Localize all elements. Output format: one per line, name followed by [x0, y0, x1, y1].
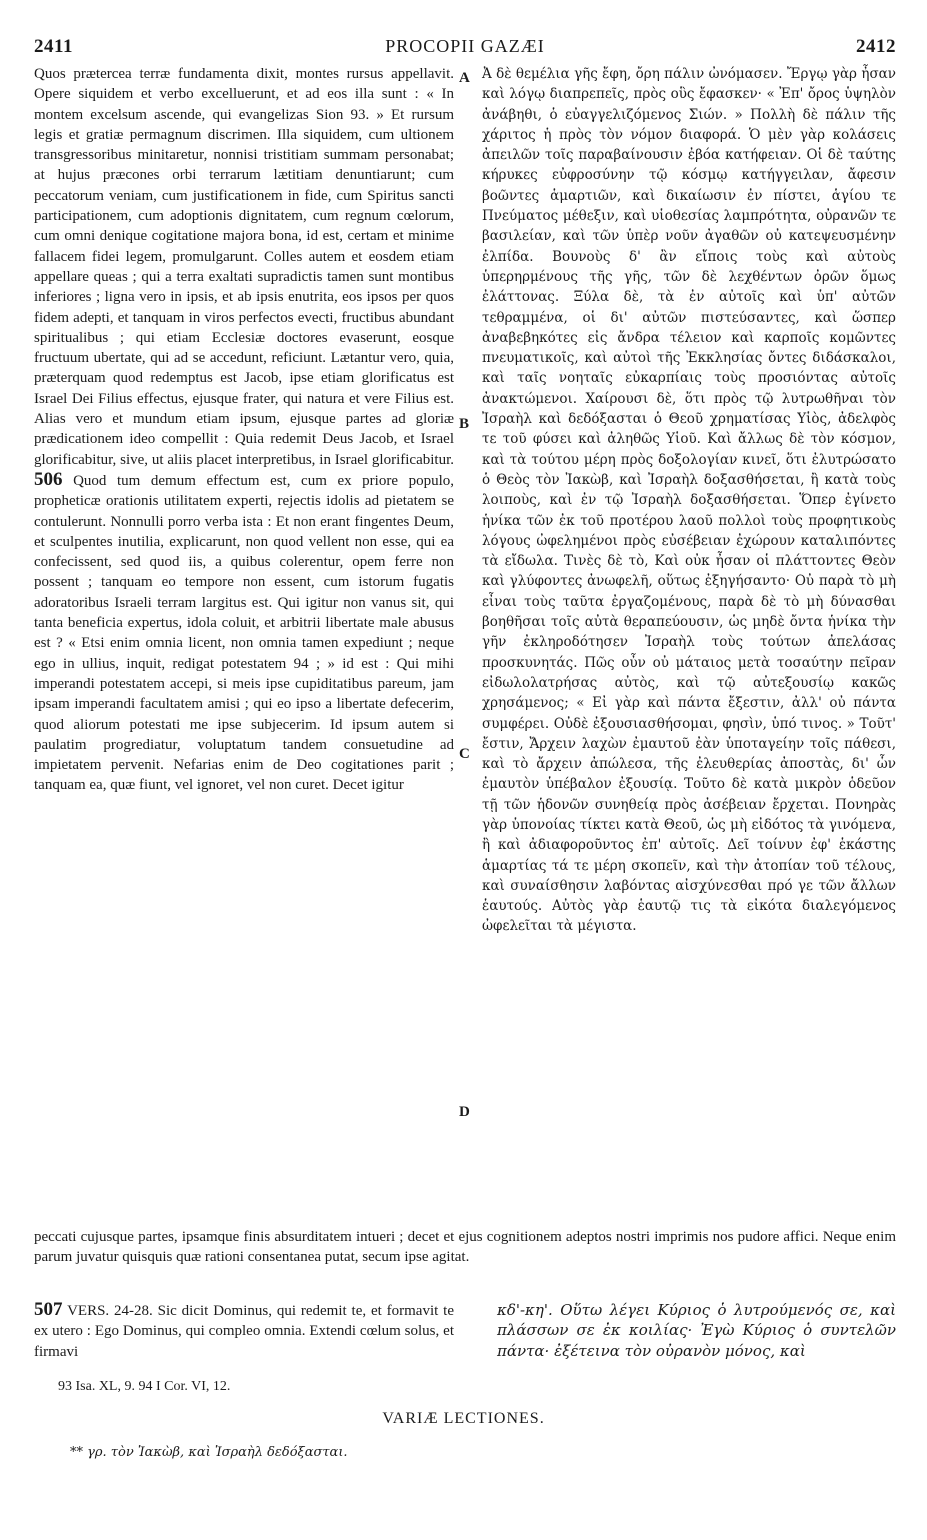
- page-number-right: 2412: [856, 36, 896, 57]
- full-width-text: peccati cujusque partes, ipsamque finis absurditatem intueri ; decet et ejus cognitionem adeptos nostri imprimis nos pudore affici. Neque enim parum juvatur quisquis quæ rationi consentanea putat, secum ipse agitat.: [34, 1229, 896, 1266]
- verse-latin: [34, 1300, 454, 1362]
- latin-column: [34, 64, 454, 796]
- greek-text: Ἀ δὲ θεμέλια γῆς ἔφη, ὄρη πάλιν ὠνόμασεν. Ἔργῳ γὰρ ἦσαν καὶ λόγῳ διαπρεπεῖς, πρὸς οὓς ἔφασκεν· « Ἐπ' ὄρος ὑψηλὸν ἀνάβηθι, ὁ εὐαγγελιζόμενος Σιών. » Πολλὴ δὲ πάλιν τῆς χάριτος ἡ πρὸς τὸν νόμον διαφορά. Ὁ μὲν γὰρ κολάσεις ἀπειλῶν τοῖς παραβαίνουσιν ἐβόα κατήφειαν. Οἱ δὲ ταύτης κήρυκες εὐφροσύνην τῷ κόσμῳ κατήγγειλαν, ἄφεσιν βοῶντες ἁμαρτιῶν, καὶ δικαίωσιν ἐν πίστει, ἁγίου τε Πνεύματος μέθεξιν, καὶ υἱοθεσίας λαμπρότητα, οὐρανῶν τε βασιλείαν, καὶ τῶν ὑπὲρ νοῦν ἀγαθῶν οὐ κατεψευσμένην ἐλπίδα. Βουνοὺς δ' ἂν εἴποις τοὺς καὶ αὐτοὺς ὑπερηρμένους τῆς γῆς, τῶν δὲ λεχθέντων ὀρῶν ὅμως ἐλάττονας. Ξύλα δὲ, τὰ ἐν αὐτοῖς καὶ ὑπ' αὐτῶν τεθραμμένα, οἱ δι' αὐτῶν πιστεύσαντες, καὶ ὥσπερ ἀναβεβηκότες εἰς ἄνδρα τέλειον καὶ καρποῖς κομῶντες πνευματικοῖς, καὶ αὐτοὶ τῆς Ἐκκλησίας ὄντες διδάσκαλοι, καὶ ταῖς νοηταῖς εὐκαρπίαις τοὺς προσιόντας αὐτοῖς ἀνακτώμενοι. Χαίρουσι δὲ, ὅτι πρὸς τῷ λυτρωθῆναι τὸν Ἰσραὴλ καὶ δεδόξασται ὁ Θεοῦ χρηματίσας Υἱὸς, ἀδελφὸς τε τοῦ φύσει καὶ ἀληθῶς Υἱοῦ. Καὶ ἄλλως δὲ τὸν κόσμον, καὶ τὰ τούτου μέρη πρὸς δοξολογίαν κινεῖ, ὅτι ἐλυτρώσατο ὁ Θεὸς τὸν Ἰακὼβ, καὶ Ἰσραὴλ δοξασθήσεται, ἢ κατὰ τοὺς λοιποὺς, καὶ ἐν τῷ Ἰσραὴλ δοξασθήσεται. Ὅπερ ἐγίνετο ἡνίκα τῶν ἐκ τοῦ προτέρου λαοῦ πολλοὶ τοὺς προφητικοὺς λόγους ὠφελημένοι πρὸς εὐσέβειαν ἐχώρουν καταλιπόντες τὰ εἴδωλα. Τινὲς δὲ τὸ, Καὶ οὐκ ἦσαν οἱ πλάττοντες Θεὸν καὶ γλύφοντες ἀνωφελῆ, οὕτως ἐξηγήσαντο· Οὐ παρὰ τὸ μὴ εἶναι τοὺς ταῦτα ἐργαζομένους, παρὰ δὲ τὸ μὴ δύνασθαι βοηθῆσαι τοῖς αὐτὰ θεραπεύουσιν, ὡς μηδὲ ὄντα ἡνίκα τὴν γῆν ἐκληροδότησεν Ἰσραὴλ τοὺς τούτων ἀπελάσας προσκυνητάς. Πῶς οὖν οὐ μάταιος μετὰ τοσαύτην πεῖραν εἰδωλολατρήσας αὐτὸς, καὶ τῷ αὐτεξουσίῳ κακῶς χρησάμενος; « Εἰ γὰρ καὶ πάντα ἔξεστιν, ἀλλ' οὐ πάντα συμφέρει. Οὐδὲ ἐξουσιασθήσομαι, φησὶν, ὑπό τινος. » Τοῦτ' ἔστιν, Ἄρχειν λαχὼν ἐμαυτοῦ ἐὰν ὑποταγείην τοῖς πάθεσι, καὶ τὸ ἄρχειν ἀπώλεσα, τῆς ἐλευθερίας ἀποστὰς, δι' ὧν ἐμαυτὸν ὑπέβαλον ἐξουσίᾳ. Τοῦτο δὲ κατὰ μικρὸν ὁδεῦον τῇ τῶν ἡδονῶν συνηθείᾳ πρὸς ἀσέβειαν ἔρχεται. Πονηρὰς γὰρ ὑπονοίας τίκτει κατὰ Θεοῦ, ὡς μὴ εἰδότος τὰ γινόμενα, ἢ καὶ ἀδιαφοροῦντος ἐπ' αὐτοῖς. Δεῖ τοίνυν ἐφ' ἑκάστης ἁμαρτίας τά τε μέρη σκοπεῖν, καὶ τὴν ἀτοπίαν τοῦ τέλους, καὶ συναίσθησιν λαβόντας αἰσχύνεσθαι πρό γε τῶν ἄλλων ἑαυτούς. Αὐτὸς γὰρ ἑαυτῷ τις τὰ εἰκότα διαλεγόμενος ὠφελεῖται τὰ μέγιστα.: [482, 66, 896, 935]
- latin-text-continued: Quod tum demum effectum est, cum ex priore populo, propheticæ orationis utilitatem experti, rejectis idolis ad pietatem se contulerunt. Nonnulli porro verba ista : Et non erant fingentes Deum, et sculpentes inutilia, explicarunt, non quod vellent non esse, qui ea confecissent, sed quod iis, a quibus colerentur, opem ferre non possent ; tanquam eo tempore non essent, cum istorum fugatis adoratoribus Israeli terram largitus est. Qui igitur non vanus sit, qui tanta beneficia expertus, idola coluit, et arbitrii libertate male abusus est ? « Etsi enim omnia licent, non omnia tamen expediunt ; neque ego in ullius, inquit, redigat potestatem 94 ; » id est : Qui mihi imperandi potestatem accepi, si meis ipse cupiditatibus pareum, jam ipsam imperandi facultatem amisi ; qui eo ipso a libertate defecerim, quod aliorum potestati me ipse subjecerim. Id ipsum autem si paulatim progrediatur, voluptatum tandem consuetudine ad impietatem pervenit. Nefarias enim de Deo cogitationes parit ; tanquam ea, quæ fiunt, vel ignoret, vel non curet. Decet igitur: [34, 472, 454, 794]
- footnotes: 93 Isa. XL, 9. 94 I Cor. VI, 12.: [58, 1379, 231, 1394]
- verse-latin-text: VERS. 24-28. Sic dicit Dominus, qui redemit te, et formavit te ex utero : Ego Dominus, qui compleo omnia. Extendi cœlum solus, et firmavi: [34, 1303, 454, 1360]
- page-mark-506: 506: [34, 468, 63, 490]
- latin-text: Quos prætercea terræ fundamenta dixit, montes rursus appellavit. Opere siquidem et verbo excelluerunt, et ad eos illa sunt : « In montem excelsum ascende, qui evangelizas Sion 93. » Et rursum legis et gratiæ permagnum discrimen. Illa siquidem, cum ultionem transgressoribus minitaretur, nonnisi tristitiam summam personabat; at hujus præcones orbi terrarum lætitiam denuntiarunt; cum peccatorum veniam, cum justificationem in fide, cum Spiritus sancti participationem, cum adoptionis dignitatem, cum regnum cœlorum, cum omni denique cogitatione majora bona, id est, certam et minime fallacem fidei legem, promulgarunt. Colles autem et eosdem etiam appellare queas ; qui a terra exaltati supradictis tamen sunt montibus inferiores ; ligna vero in ipsis, et ab ipsis enutrita, eos ipsos per quos fidem adepti, et tanquam in viros perfectos evecti, fructibus abundant spiritualibus ; qui etiam Ecclesiæ doctores evaserunt, eosque fructuum ubertate, qui ad se accedunt, reficiunt. Lætantur vero, quia, præterquam quod redemptus est Jacob, ipse etiam glorificatus est Israel Dei Filius effectus, ejusque frater, qui natura et vere Filius est. Alias vero et mundum etiam ipsum, ejusque partes ad gloriæ prædicationem ideo compellit : Quia redemit Deus Jacob, et Israel glorificabitur, sive, ut aliis placet interpretibus, in Israel glorificabitur.: [34, 66, 454, 468]
- verse-greek-text: κδ'-κη'. Οὕτω λέγει Κύριος ὁ λυτρούμενός σε, καὶ πλάσσων σε ἐκ κοιλίας· Ἐγὼ Κύριος ὁ συντελῶν πάντα· ἐξέτεινα τὸν οὐρανὸν μόνος, καὶ: [497, 1301, 896, 1360]
- variae-lectiones-line: ** γρ. τὸν Ἰακὼβ, καὶ Ἰσραὴλ δεδόξασται.: [70, 1445, 348, 1460]
- verse-latin-paragraph: [34, 1300, 454, 1362]
- margin-marker-c: C: [459, 746, 470, 762]
- variae-lectiones-heading: VARIÆ LECTIONES.: [382, 1410, 545, 1427]
- latin-paragraph: [34, 64, 454, 796]
- full-width-paragraph: [34, 1227, 896, 1268]
- greek-column: [482, 64, 896, 937]
- running-header: [34, 36, 896, 62]
- verse-greek: [497, 1300, 896, 1361]
- margin-marker-a: A: [459, 70, 470, 86]
- margin-marker-d: D: [459, 1104, 470, 1120]
- page-mark-507: 507: [34, 1299, 63, 1320]
- margin-marker-b: B: [459, 416, 470, 432]
- running-title: PROCOPII GAZÆI: [385, 36, 545, 56]
- page-number-left: 2411: [34, 36, 73, 57]
